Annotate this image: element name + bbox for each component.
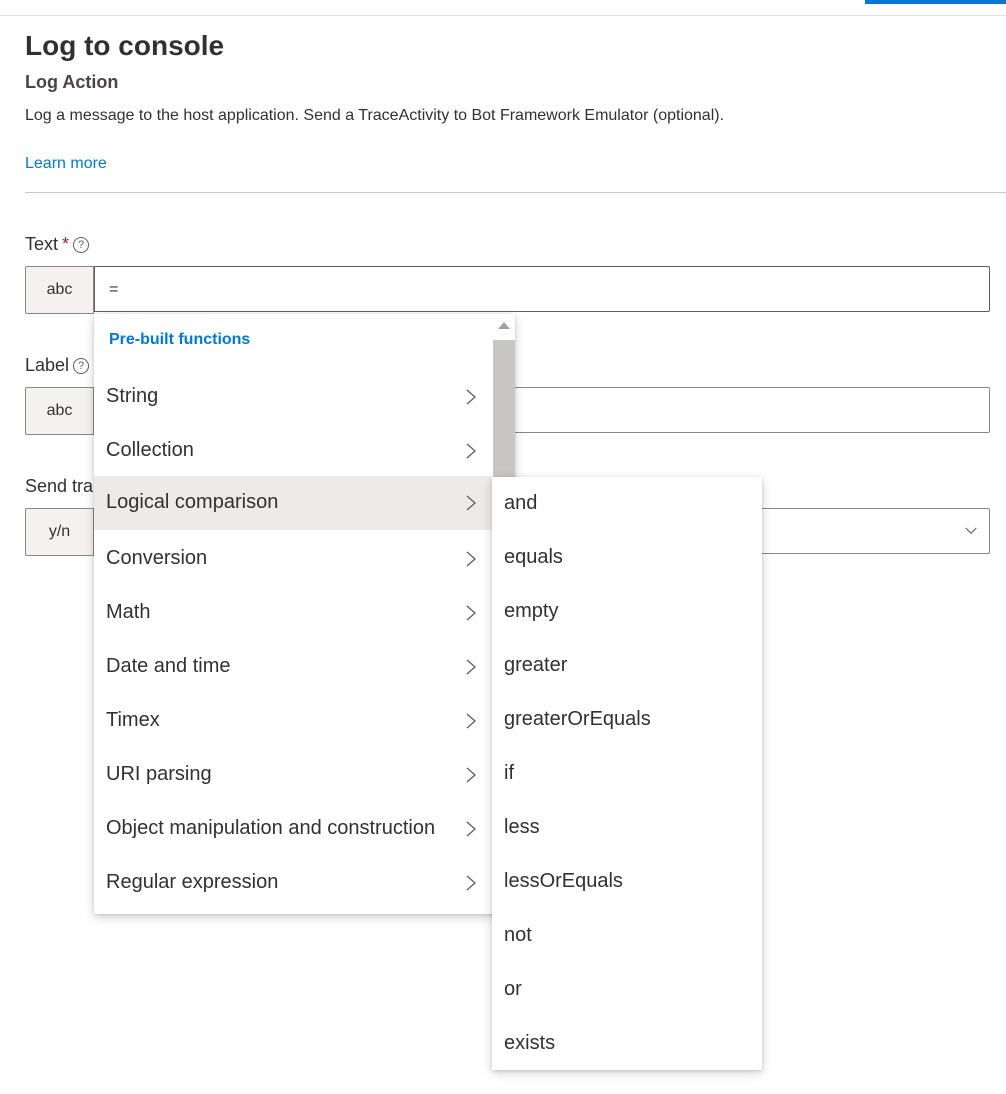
- submenu-item-less[interactable]: [492, 801, 762, 855]
- menu-item-label: Collection: [106, 439, 194, 461]
- text-label: Text: [25, 234, 59, 254]
- learn-more-link[interactable]: Learn more: [25, 155, 107, 172]
- menu-item-regular-expression[interactable]: [94, 856, 492, 910]
- submenu-item-label: less: [504, 816, 540, 838]
- scrollbar-thumb[interactable]: [493, 340, 515, 480]
- top-primary-button[interactable]: [865, 0, 1006, 4]
- menu-item-collection[interactable]: [94, 424, 492, 478]
- menu-item-label: Logical comparison: [106, 491, 279, 513]
- chevron-right-icon: [465, 443, 477, 459]
- submenu-item-label: if: [504, 762, 514, 784]
- submenu-item-label: exists: [504, 1032, 556, 1054]
- submenu-item-if[interactable]: [492, 747, 762, 801]
- submenu-item-or[interactable]: [492, 963, 762, 1017]
- submenu-item-label: and: [504, 492, 538, 514]
- text-input[interactable]: =: [94, 266, 990, 312]
- menu-item-label: Object manipulation and construction: [106, 817, 436, 839]
- menu-item-label: URI parsing: [106, 763, 212, 785]
- submenu-item-exists[interactable]: [492, 1017, 762, 1071]
- label-type-selector[interactable]: abc: [25, 387, 94, 435]
- text-field-label: [25, 234, 89, 255]
- menu-item-label: Conversion: [106, 547, 208, 569]
- submenu-item-greater-or-equals[interactable]: [492, 693, 762, 747]
- chevron-right-icon: [465, 659, 477, 675]
- menu-item-label: Math: [106, 601, 151, 623]
- menu-item-date-and-time[interactable]: [94, 640, 492, 694]
- submenu-item-label: greater: [504, 654, 568, 676]
- submenu-item-not[interactable]: [492, 909, 762, 963]
- chevron-right-icon: [465, 605, 477, 621]
- submenu-item-and[interactable]: [492, 477, 762, 531]
- submenu-item-equals[interactable]: [492, 531, 762, 585]
- submenu-item-label: greaterOrEquals: [504, 708, 651, 730]
- text-type-selector[interactable]: abc: [25, 266, 94, 314]
- submenu-item-less-or-equals[interactable]: [492, 855, 762, 909]
- label-label: Label: [25, 355, 70, 375]
- prebuilt-functions-menu: [94, 314, 515, 914]
- scroll-up-icon[interactable]: [498, 322, 510, 329]
- chevron-right-icon: [465, 495, 477, 511]
- submenu-item-greater[interactable]: [492, 639, 762, 693]
- submenu-item-label: not: [504, 924, 532, 946]
- submenu-item-label: empty: [504, 600, 559, 622]
- help-icon[interactable]: ?: [73, 358, 89, 374]
- submenu-item-label: or: [504, 978, 522, 1000]
- chevron-down-icon: [965, 525, 977, 537]
- menu-item-timex[interactable]: [94, 694, 492, 748]
- page-description: Log a message to the host application. Send a TraceActivity to Bot Framework Emulator (optional).: [25, 107, 725, 124]
- menu-item-label: Regular expression: [106, 871, 279, 893]
- chevron-right-icon: [465, 821, 477, 837]
- send-trace-label: Send tra: [25, 476, 94, 496]
- menu-item-math[interactable]: [94, 586, 492, 640]
- header-divider: [25, 192, 1006, 193]
- chevron-right-icon: [465, 767, 477, 783]
- menu-item-uri-parsing[interactable]: [94, 748, 492, 802]
- menu-item-conversion[interactable]: [94, 532, 492, 586]
- menu-item-label: Timex: [106, 709, 160, 731]
- menu-item-logical-comparison[interactable]: [94, 476, 492, 530]
- chevron-right-icon: [465, 713, 477, 729]
- chevron-right-icon: [465, 389, 477, 405]
- label-field-label: [25, 355, 89, 376]
- logical-comparison-submenu: [492, 477, 762, 1070]
- top-divider: [0, 15, 1006, 16]
- chevron-right-icon: [465, 875, 477, 891]
- chevron-right-icon: [465, 551, 477, 567]
- menu-item-label: String: [106, 385, 159, 407]
- submenu-item-label: equals: [504, 546, 563, 568]
- menu-header: Pre-built functions: [109, 331, 251, 348]
- page-subtitle: Log Action: [25, 72, 119, 92]
- help-icon[interactable]: ?: [73, 237, 89, 253]
- submenu-item-label: lessOrEquals: [504, 870, 623, 892]
- menu-item-label: Date and time: [106, 655, 231, 677]
- required-mark: *: [62, 234, 70, 254]
- menu-item-object-manipulation[interactable]: [94, 802, 492, 856]
- menu-item-string[interactable]: [94, 370, 492, 424]
- submenu-item-empty[interactable]: [492, 585, 762, 639]
- page-title: Log to console: [25, 30, 225, 61]
- send-trace-type-selector[interactable]: y/n: [25, 508, 94, 556]
